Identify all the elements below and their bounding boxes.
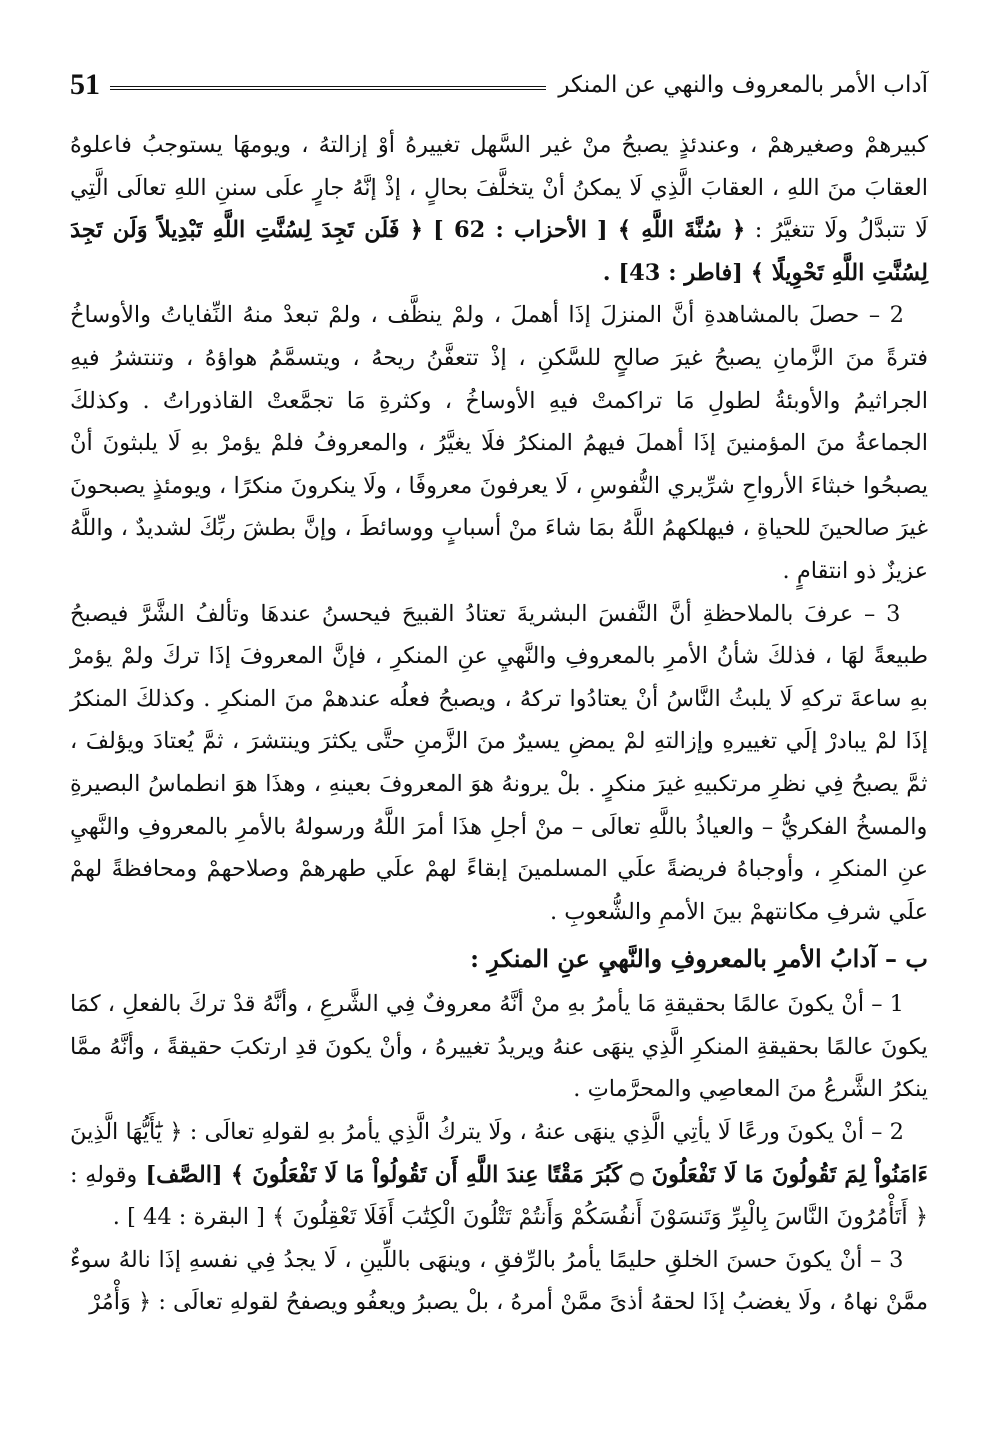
text-line: شرِّيري النُّفوسِ ، لَا يعرفونَ معروفًا ، ولَا ينكرونَ منكرًا ، ويومئذٍ يصبحونَ غيرَ صالحينَ للحياةِ ، — [70, 472, 928, 542]
paragraph-point-2 — [70, 294, 928, 592]
text-line: ممَّنْ نهاهُ ، ولَا يغضبُ إذَا لحقهُ أذىً ممَّنْ أمرهُ ، بلْ يصبرُ ويعفُو ويصفحُ لقولهِ تعالَى : ﴿ وَأْمُرْ — [89, 1289, 928, 1316]
text-line: كبيرهمْ وصغيرهمْ ، وعندئذٍ يصبحُ منْ غير السَّهل تغييرهُ أوْ إزالتهُ ، ويومهَا يستوجبُ فاعلوهُ العقابَ منَ — [70, 132, 929, 201]
text-line: شرفِ مكانتهمْ بينَ الأممِ والشُّعوبِ . — [549, 898, 882, 925]
header-double-rule — [110, 86, 546, 90]
body-text — [70, 124, 928, 1324]
etiquette-item-3 — [70, 1239, 928, 1324]
text-line: والمسخُ الفكريُّ – والعياذُ باللَّهِ تعالَى – منْ أجلِ هذَا أمرَ اللَّهُ ورسولهُ بالأمرِ بالمعروفِ والنَّهيِ — [70, 813, 928, 840]
etiquette-item-1 — [70, 983, 928, 1111]
text-line: 1 – أنْ يكونَ عالمًا بحقيقةِ مَا يأمرُ بهِ منْ أنَّهُ معروفٌ فِي الشَّرعِ ، وأنَّهُ قدْ تركَ بالفعلِ ، كمَا — [70, 991, 904, 1018]
text-line: طبيعةً لهَا ، فذلكَ شأنُ الأمرِ بالمعروفِ والنَّهيِ عنِ المنكرِ ، فإنَّ المعروفَ إذَا تركَ ولمْ يؤمرْ بهِ — [70, 643, 929, 712]
text-line: لمْ يبادرْ إلَي تغييرهِ وإزالتهِ لمْ يمضِ يسيرٌ منَ الزَّمنِ حتَّى يكثرَ وينتشرَ ، ثمَّ يُعتادَ ويؤلفَ ، ثمَّ — [70, 728, 928, 797]
text-line: فيهلكهمُ اللَّهُ بمَا شاءَ منْ أسبابٍ ووسائطَ ، وإنَّ بطشَ ربِّكَ لشديدٌ ، واللَّهُ عزيزٌ ذو انتقامٍ . — [70, 515, 928, 584]
section-heading: ب – آدابُ الأمرِ بالمعروفِ والنَّهيِ عنِ المنكرِ : — [470, 944, 928, 974]
text-line: 3 – أنْ يكونَ حسنَ الخلقِ حليمًا يأمرُ بالرِّفقِ ، وينهَى باللِّينِ ، لَا يجدُ فِي نفسهِ إذَا نالهُ سوءٌ — [70, 1246, 904, 1273]
paragraph-continuation — [70, 124, 928, 294]
text-line: اللهِ ، العقابَ الَّذِي لَا يمكنُ أنْ يتخلَّفَ بحالٍ ، إذْ إنَّهُ جارٍ علَى سننِ اللهِ تعالَى الَّتِي لَا تتبدَّلُ ولَا تتغيَّرُ : — [70, 174, 928, 244]
page-number: 51 — [70, 68, 100, 101]
text-line: يصبحُ فِي نظرِ مرتكبيهِ غيرَ منكرٍ . بلْ يرونهُ هوَ المعروفَ بعينهِ ، وهذَا هوَ انطماسُ البصيرةِ — [70, 770, 899, 797]
text-line: منَ الزَّمانِ يصبحُ غيرَ صالحٍ للسَّكنِ ، إذْ تتعفَّنُ ريحهُ ، ويتسمَّمُ هواؤهُ ، وتنتشرُ فيهِ الجراثيمُ — [70, 344, 928, 414]
text-line: يكونَ عالمًا بحقيقةِ المنكرِ الَّذِي ينهَى عنهُ ويريدُ تغييرهُ ، وأنْ يكونَ قدِ ارتكبَ حقيقةً ، وأنَّهُ ممَّا — [70, 1033, 928, 1060]
book-page — [70, 60, 928, 1324]
text-line: 3 – عرفَ بالملاحظةِ أنَّ النَّفسَ البشريةَ تعتادُ القبيحَ فيحسنُ عندهَا وتألفُ الشَّرَّ فيصبحُ — [70, 600, 901, 627]
text-line: عنِ المنكرِ ، وأوجباهُ فريضةً علَي المسلمينَ إبقاءً لهمْ علَي طهرهمْ وصلاحهمْ ومحافظةً لهمْ علَي — [70, 856, 928, 925]
text-line: ينكرُ الشَّرعُ منَ المعاصِي والمحرَّماتِ . — [573, 1076, 928, 1103]
quran-verse-line: ءَامَنُواْ لِمَ تَقُولُونَ مَا لَا تَفْعَلُونَ ۝ كَبُرَ مَقْتًا عِندَ اللَّهِ أَن تَقُولُواْ مَا لَا تَفْعَلُونَ ﴾ [الصَّف] — [137, 1161, 928, 1188]
paragraph-point-3 — [70, 593, 928, 934]
text-line: والأوبئةُ لطولِ مَا تراكمتْ فيهِ الأوساخُ ، وكثرةِ مَا تجمَّعتْ القاذوراتُ . وكذلكَ الجماعةُ منَ — [70, 387, 928, 457]
text-line: 2 – حصلَ بالمشاهدةِ أنَّ المنزلَ إذَا أهملَ ، ولمْ ينظَّف ، ولمْ تبعدْ منهُ النِّفاياتُ والأوساخُ فترةً — [70, 302, 928, 371]
text-line: المؤمنينَ إذَا أهملَ فيهمُ المنكرُ فلَا يغيَّرُ ، والمعروفُ فلمْ يؤمرْ بهِ لَا يلبثونَ أنْ يصبحُوا خبثاءَ الأرواحِ — [70, 430, 928, 499]
text-line: وقولهِ : ﴿ أَتَأْمُرُونَ النَّاسَ بِالْبِرِّ وَتَنسَوْنَ أَنفُسَكُمْ وَأَنتُمْ تَتْلُونَ الْكِتَٰبَ أَفَلَا تَعْقِلُونَ ﴾ [ البقرة : 44 ] . — [70, 1161, 928, 1231]
text-line: ساعةَ تركهِ لَا يلبثُ النَّاسُ أنْ يعتادُوا تركهُ ، ويصبحُ فعلُه عندهمْ منَ المنكرِ . وكذلكَ المنكرُ إذَا — [70, 685, 928, 755]
etiquette-item-2 — [70, 1111, 928, 1239]
quran-verse-line: ﴿ سُنَّةَ اللَّهِ ﴾ [ الأحزاب : 62 ] ﴿ فَلَن تَجِدَ لِسُنَّتِ اللَّهِ تَبْدِيلاً وَلَن تَجِدَ لِسُنَّتِ اللَّهِ تَحْوِيلًا ﴾ [فاطر : 43] . — [70, 217, 928, 286]
text-line: 2 – أنْ يكونَ ورعًا لَا يأتِي الَّذِي ينهَى عنهُ ، ولَا يتركُ الَّذِي يأمرُ بهِ لقولهِ تعالَى : ﴿ يَٰٓأَيُّهَا الَّذِينَ — [70, 1119, 904, 1146]
running-header — [70, 60, 928, 110]
running-title: آداب الأمر بالمعروف والنهي عن المنكر — [558, 72, 928, 98]
